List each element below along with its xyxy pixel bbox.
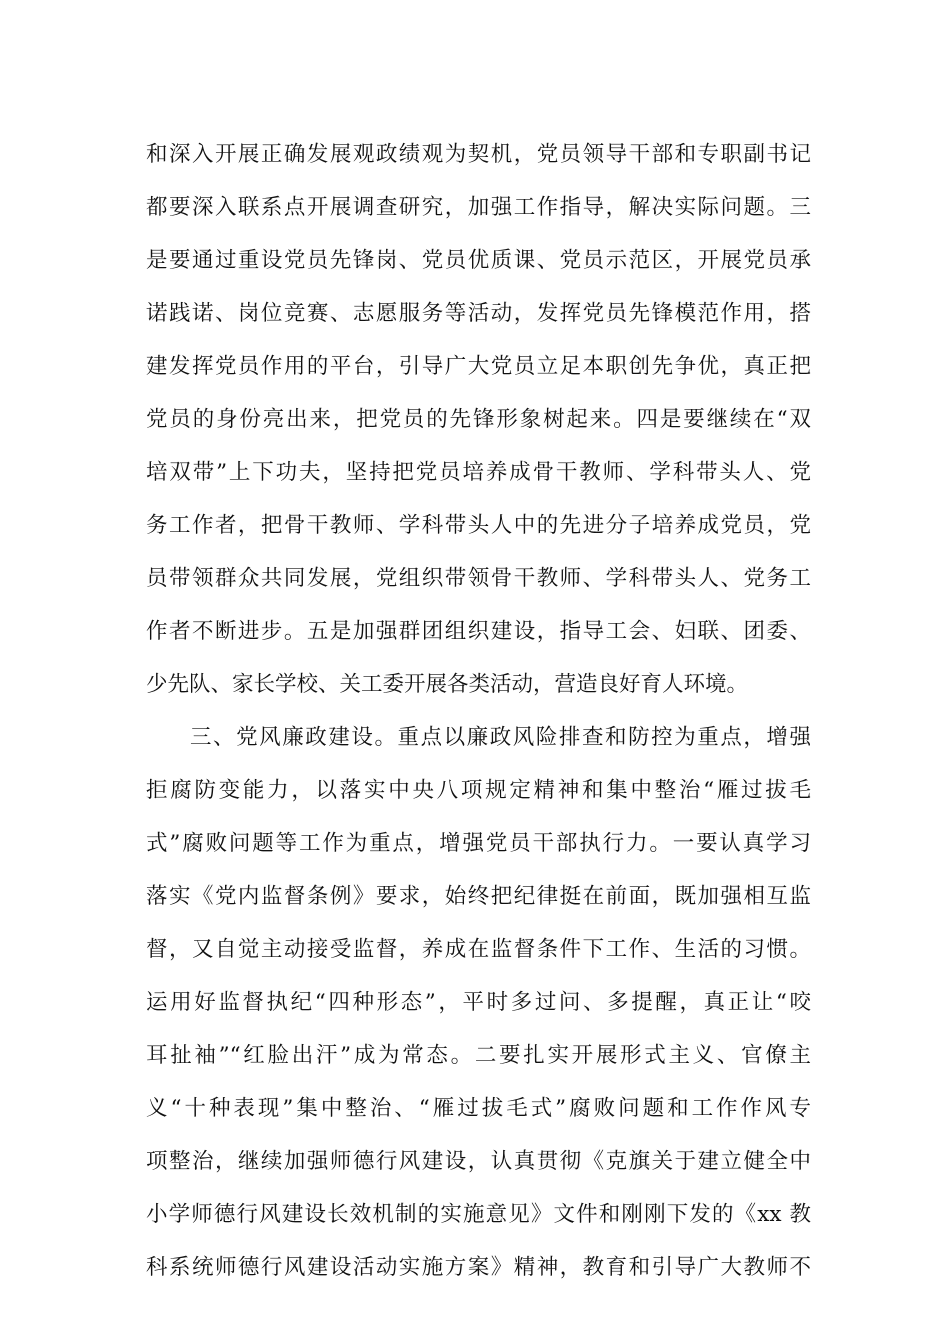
text-line: 运用好监督执纪“四种形态”，平时多过问、多提醒，真正让“咬 xyxy=(146,990,811,1015)
text-line: 义“十种表现”集中整治、“雁过拔毛式”腐败问题和工作作风专 xyxy=(146,1096,811,1121)
text-line: 和深入开展正确发展观政绩观为契机，党员领导干部和专职副书记 xyxy=(146,142,811,167)
text-line: 小学师德行风建设长效机制的实施意见》文件和刚刚下发的《xx 教 xyxy=(146,1202,811,1227)
text-line: 科系统师德行风建设活动实施方案》精神，教育和引导广大教师不 xyxy=(146,1255,811,1280)
text-line: 落实《党内监督条例》要求，始终把纪律挺在前面，既加强相互监 xyxy=(146,884,811,909)
text-line: 诺践诺、岗位竞赛、志愿服务等活动，发挥党员先锋模范作用，搭 xyxy=(146,301,811,326)
text-line: 务工作者，把骨干教师、学科带头人中的先进分子培养成党员，党 xyxy=(146,513,811,538)
text-line: 建发挥党员作用的平台，引导广大党员立足本职创先争优，真正把 xyxy=(146,354,811,379)
text-line: 党员的身份亮出来，把党员的先锋形象树起来。四是要继续在“双 xyxy=(146,407,811,432)
text-line: 式”腐败问题等工作为重点，增强党员干部执行力。一要认真学习 xyxy=(146,831,811,856)
text-line: 督，又自觉主动接受监督，养成在监督条件下工作、生活的习惯。 xyxy=(146,937,811,962)
paragraph-end-line: 少先队、家长学校、关工委开展各类活动，营造良好育人环境。 xyxy=(146,672,749,697)
section-heading-line: 三、党风廉政建设。重点以廉政风险排查和防控为重点，增强 xyxy=(190,725,811,750)
text-line: 员带领群众共同发展，党组织带领骨干教师、学科带头人、党务工 xyxy=(146,566,811,591)
text-line: 都要深入联系点开展调查研究，加强工作指导，解决实际问题。三 xyxy=(146,195,811,220)
text-line: 是要通过重设党员先锋岗、党员优质课、党员示范区，开展党员承 xyxy=(146,248,811,273)
body-text xyxy=(146,128,811,1294)
text-line: 拒腐防变能力，以落实中央八项规定精神和集中整治“雁过拔毛 xyxy=(146,778,811,803)
text-line: 作者不断进步。五是加强群团组织建设，指导工会、妇联、团委、 xyxy=(146,619,811,644)
text-line: 耳扯袖”“红脸出汗”成为常态。二要扎实开展形式主义、官僚主 xyxy=(146,1043,811,1068)
text-line: 项整治，继续加强师德行风建设，认真贯彻《克旗关于建立健全中 xyxy=(146,1149,811,1174)
text-line: 培双带”上下功夫，坚持把党员培养成骨干教师、学科带头人、党 xyxy=(146,460,811,485)
